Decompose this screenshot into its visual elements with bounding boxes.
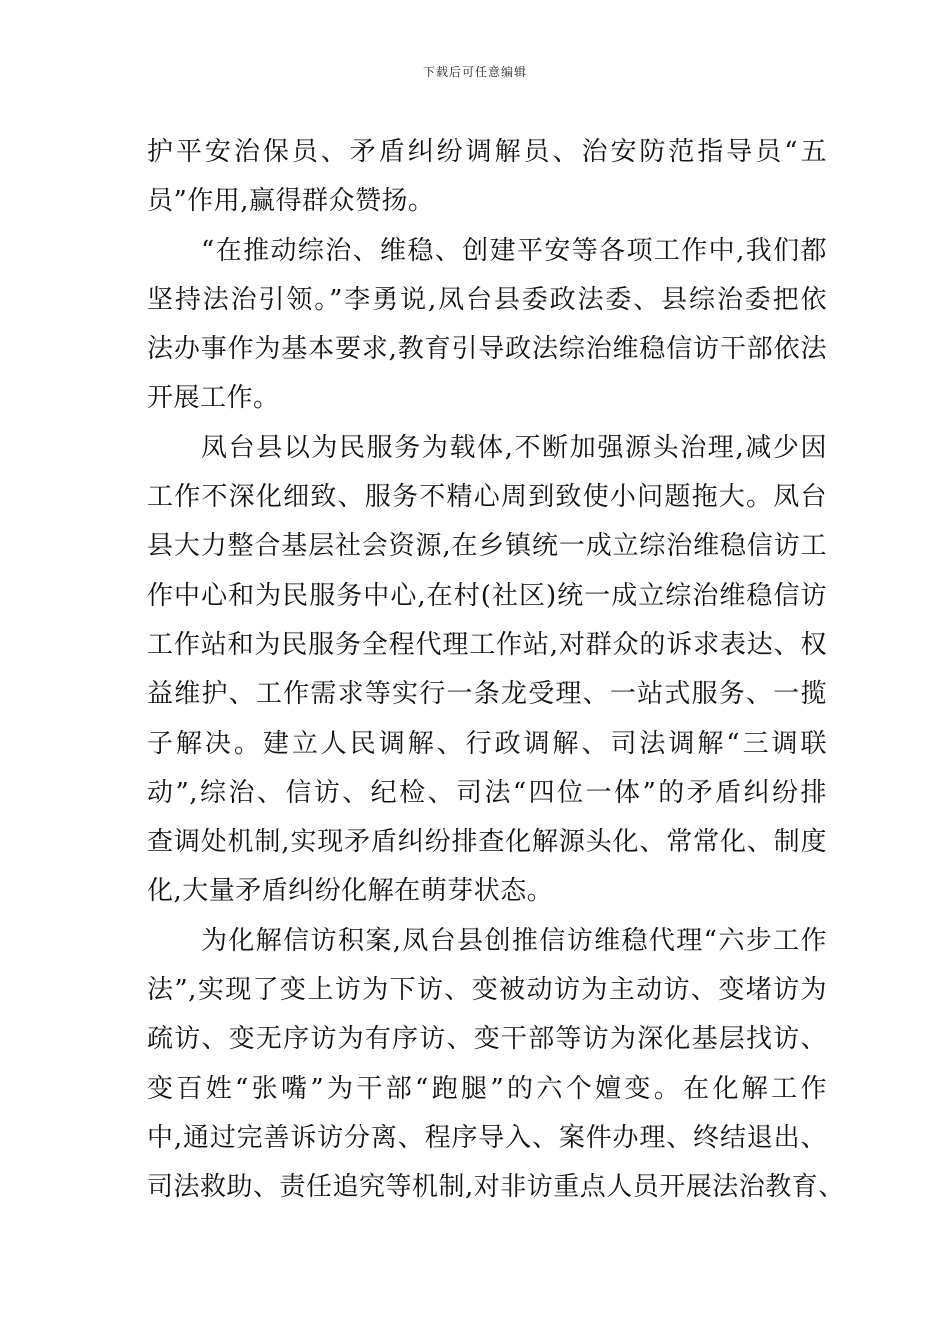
text-line: 作中心和为民服务中心,在村(社区)统一成立综治维稳信访	[147, 580, 827, 611]
text-line: 查调处机制,实现矛盾纠纷排查化解源头化、常常化、制度	[147, 827, 827, 858]
text-line: 工作不深化细致、服务不精心周到致使小问题拖大。凤台	[147, 482, 827, 513]
text-line: “在推动综治、维稳、创建平安等各项工作中,我们都	[201, 235, 827, 266]
text-line: 化,大量矛盾纠纷化解在萌芽状态。	[147, 876, 554, 907]
text-line: 法办事作为基本要求,教育引导政法综治维稳信访干部依法	[147, 334, 827, 365]
text-line: 护平安治保员、矛盾纠纷调解员、治安防范指导员“五	[147, 137, 827, 167]
text-line: 变百姓“张嘴”为干部“跑腿”的六个嬗变。在化解工作	[147, 1073, 827, 1104]
text-line: 动”,综治、信访、纪检、司法“四位一体”的矛盾纠纷排	[147, 777, 827, 808]
text-line: 工作站和为民服务全程代理工作站,对群众的诉求表达、权	[147, 629, 827, 660]
text-line: 疏访、变无序访为有序访、变干部等访为深化基层找访、	[147, 1024, 827, 1055]
text-line: 县大力整合基层社会资源,在乡镇统一成立综治维稳信访工	[147, 531, 827, 562]
text-line: 开展工作。	[147, 383, 280, 414]
text-line: 司法救助、责任追究等机制,对非访重点人员开展法治教育、	[147, 1172, 845, 1203]
text-line: 子解决。建立人民调解、行政调解、司法调解“三调联	[147, 728, 827, 759]
text-line: 为化解信访积案,凤台县创推信访维稳代理“六步工作	[201, 925, 827, 956]
text-line: 中,通过完善诉访分离、程序导入、案件办理、终结退出、	[147, 1122, 827, 1153]
page-header: 下载后可任意编辑	[422, 65, 527, 79]
text-line: 益维护、工作需求等实行一条龙受理、一站式服务、一揽	[147, 679, 827, 710]
text-line: 法”,实现了变上访为下访、变被动访为主动访、变堵访为	[147, 975, 827, 1006]
text-line: 凤台县以为民服务为载体,不断加强源头治理,减少因	[201, 432, 827, 463]
text-line: 员”作用,赢得群众赞扬。	[147, 186, 435, 217]
text-line: 坚持法治引领。”李勇说,凤台县委政法委、县综治委把依	[147, 284, 827, 315]
document-body	[147, 128, 845, 1213]
